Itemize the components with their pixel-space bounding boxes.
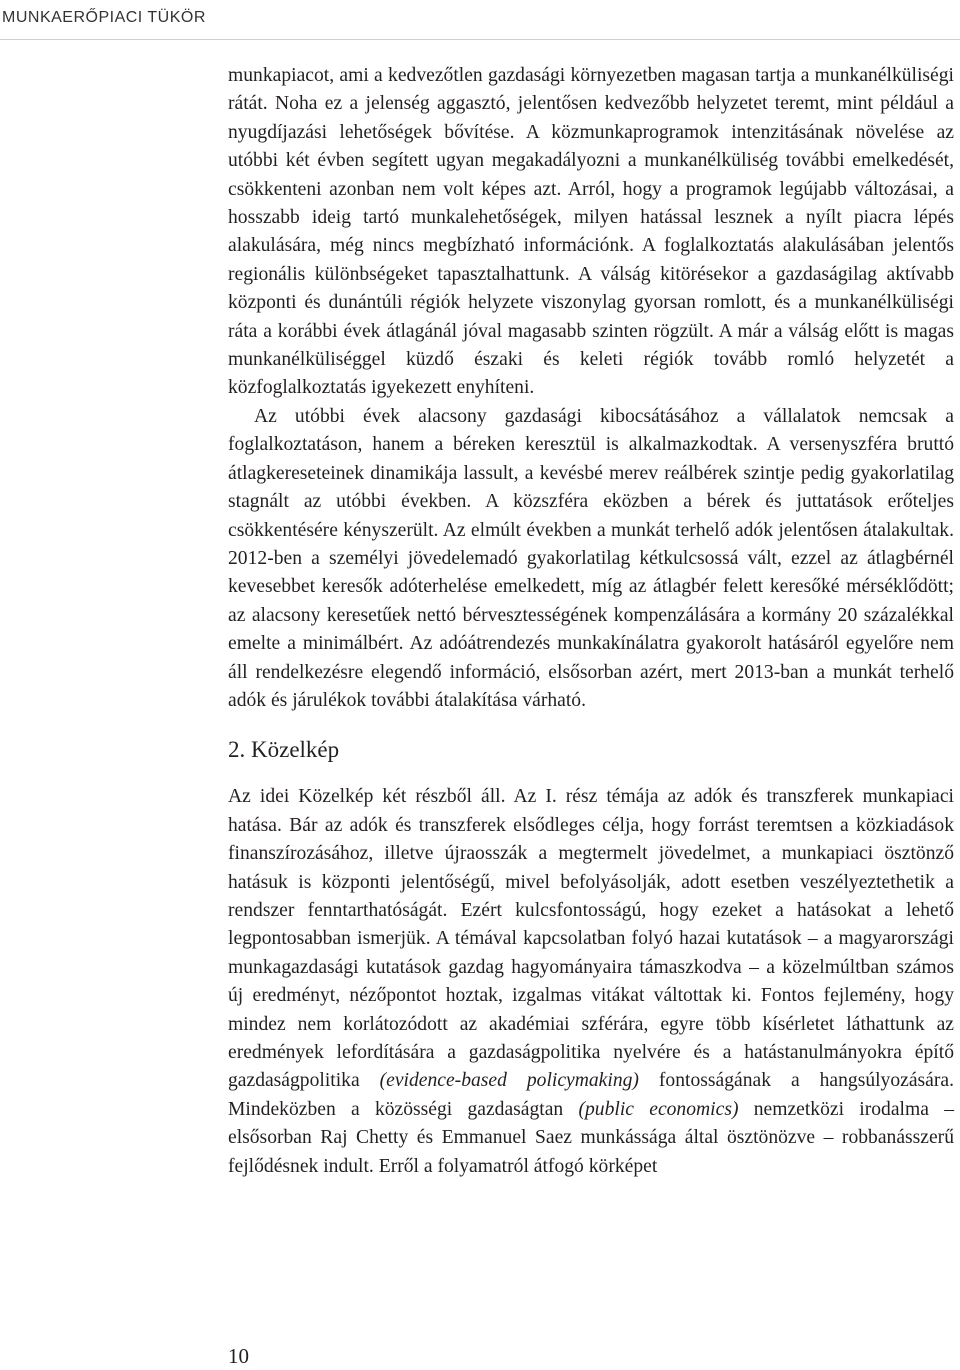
- body-paragraph-1: munkapiacot, ami a kedvezőtlen gazdasági környezetben magasan tartja a munkanélküliségi rátát. Noha ez a jelenség aggasztó, jelentősen kedvezőbb helyzetet teremt, mint például a nyugdíjazási lehetőségek bővítése. A közmunkaprogramok intenzitásának növelése az utóbbi két évben segített ugyan megakadályozni a munkanélküliség további emelkedését, csökkenteni azonban nem volt képes azt. Arról, hogy a programok legújabb változásai, a hosszabb ideig tartó munkalehetőségek, milyen hatással lesznek a nyílt piacra lépés alakulására, még nincs megbízható információnk. A foglalkoztatás alakulásában jelentős regionális különbségeket tapasztalhattunk. A válság kitörésekor a gazdaságilag aktívabb központi és dunántúli régiók helyzete viszonylag gyorsan romlott, és a munkanélküliségi ráta a korábbi évek átlagánál jóval magasabb szinten rögzült. A már a válság előtt is magas munkanélküliséggel küzdő északi és keleti régiók tovább romló helyzetét a közfoglalkoztatás igyekezett enyhíteni.: [228, 65, 954, 399]
- running-header: [0, 0, 960, 40]
- running-header-title: MUNKAERŐPIACI TÜKÖR: [2, 9, 206, 26]
- section-paragraph: [228, 783, 954, 1181]
- section-text-part-3: nemzetközi irodalma – elsősorban Raj Chetty és Emmanuel Saez munkássága által ösztönözve – robbanásszerű fejlődésnek indult. Erről a folyamatról átfogó körképet: [228, 1098, 954, 1177]
- body-paragraph-2: Az utóbbi évek alacsony gazdasági kibocsátásához a vállalatok nemcsak a foglalkoztatáson, hanem a béreken keresztül is alkalmazkodtak. A versenyszféra bruttó átlagkereseteinek dinamikája lassult, a kevésbé merev reálbérek szintje pedig gyakorlatilag stagnált az utóbbi években. A közszféra eközben a bérek és juttatások erőteljes csökkentésére kényszerült. Az elmúlt években a munkát terhelő adók jelentősen átalakultak. 2012-ben a személyi jövedelemadó gyakorlatilag kétkulcsossá vált, ezzel az átlagbérnél kevesebbet keresők adóterhelése emelkedett, míg az átlagbér felett keresőké mérséklődött; az alacsony keresetűek nettó bérvesztességének kompenzálására a kormány 20 százalékkal emelte a minimálbért. Az adóátrendezés munkakínálatra gyakorolt hatásáról egyelőre nem áll rendelkezésre elegendő információ, elsősorban azért, mert 2013-ban a munkát terhelő adók és járulékok további átalakítása várható.: [228, 405, 954, 711]
- section-text-part-1: Az idei Közelkép két részből áll. Az I. rész témája az adók és transzferek munkapiaci hatása. Bár az adók és transzferek elsődleges célja, hogy forrást teremtsen a közkiadások finanszírozásához, illetve újraosszák a megtermelt jövedelmet, a munkapiaci ösztönző hatásuk is központi jelentőségű, mivel befolyásolják, adott esetben veszélyeztethetik a rendszer fenntarthatóságát. Ezért kulcsfontosságú, hogy ezeket a hatásokat a lehető legpontosabban ismerjük. A témával kapcsolatban folyó hazai kutatások – a magyarországi munkagazdasági kutatások gazdag hagyományaira támaszkodva – a közelmúltban számos új eredményt, nézőpontot hoztak, izgalmas vitákat váltottak ki. Fontos fejlemény, hogy mindez nem korlátozódott az akadémiai szférára, egyre több kísérletet láthattunk az eredmények lefordítására a gazdaságpolitika nyelvére és a hatástanulmányokra építő gazdaságpolitika: [228, 786, 954, 1092]
- section-heading: 2. Közelkép: [228, 737, 340, 763]
- page-number: 10: [228, 1344, 249, 1368]
- section-text-part-2: fontosságának a hangsúlyozására. Mindeközben a közösségi gazdaságtan: [228, 1070, 954, 1120]
- italic-term-public-economics: (public economics): [578, 1098, 739, 1120]
- italic-term-evidence-based: (evidence-based policymaking): [379, 1070, 639, 1092]
- page-body: [228, 62, 954, 1181]
